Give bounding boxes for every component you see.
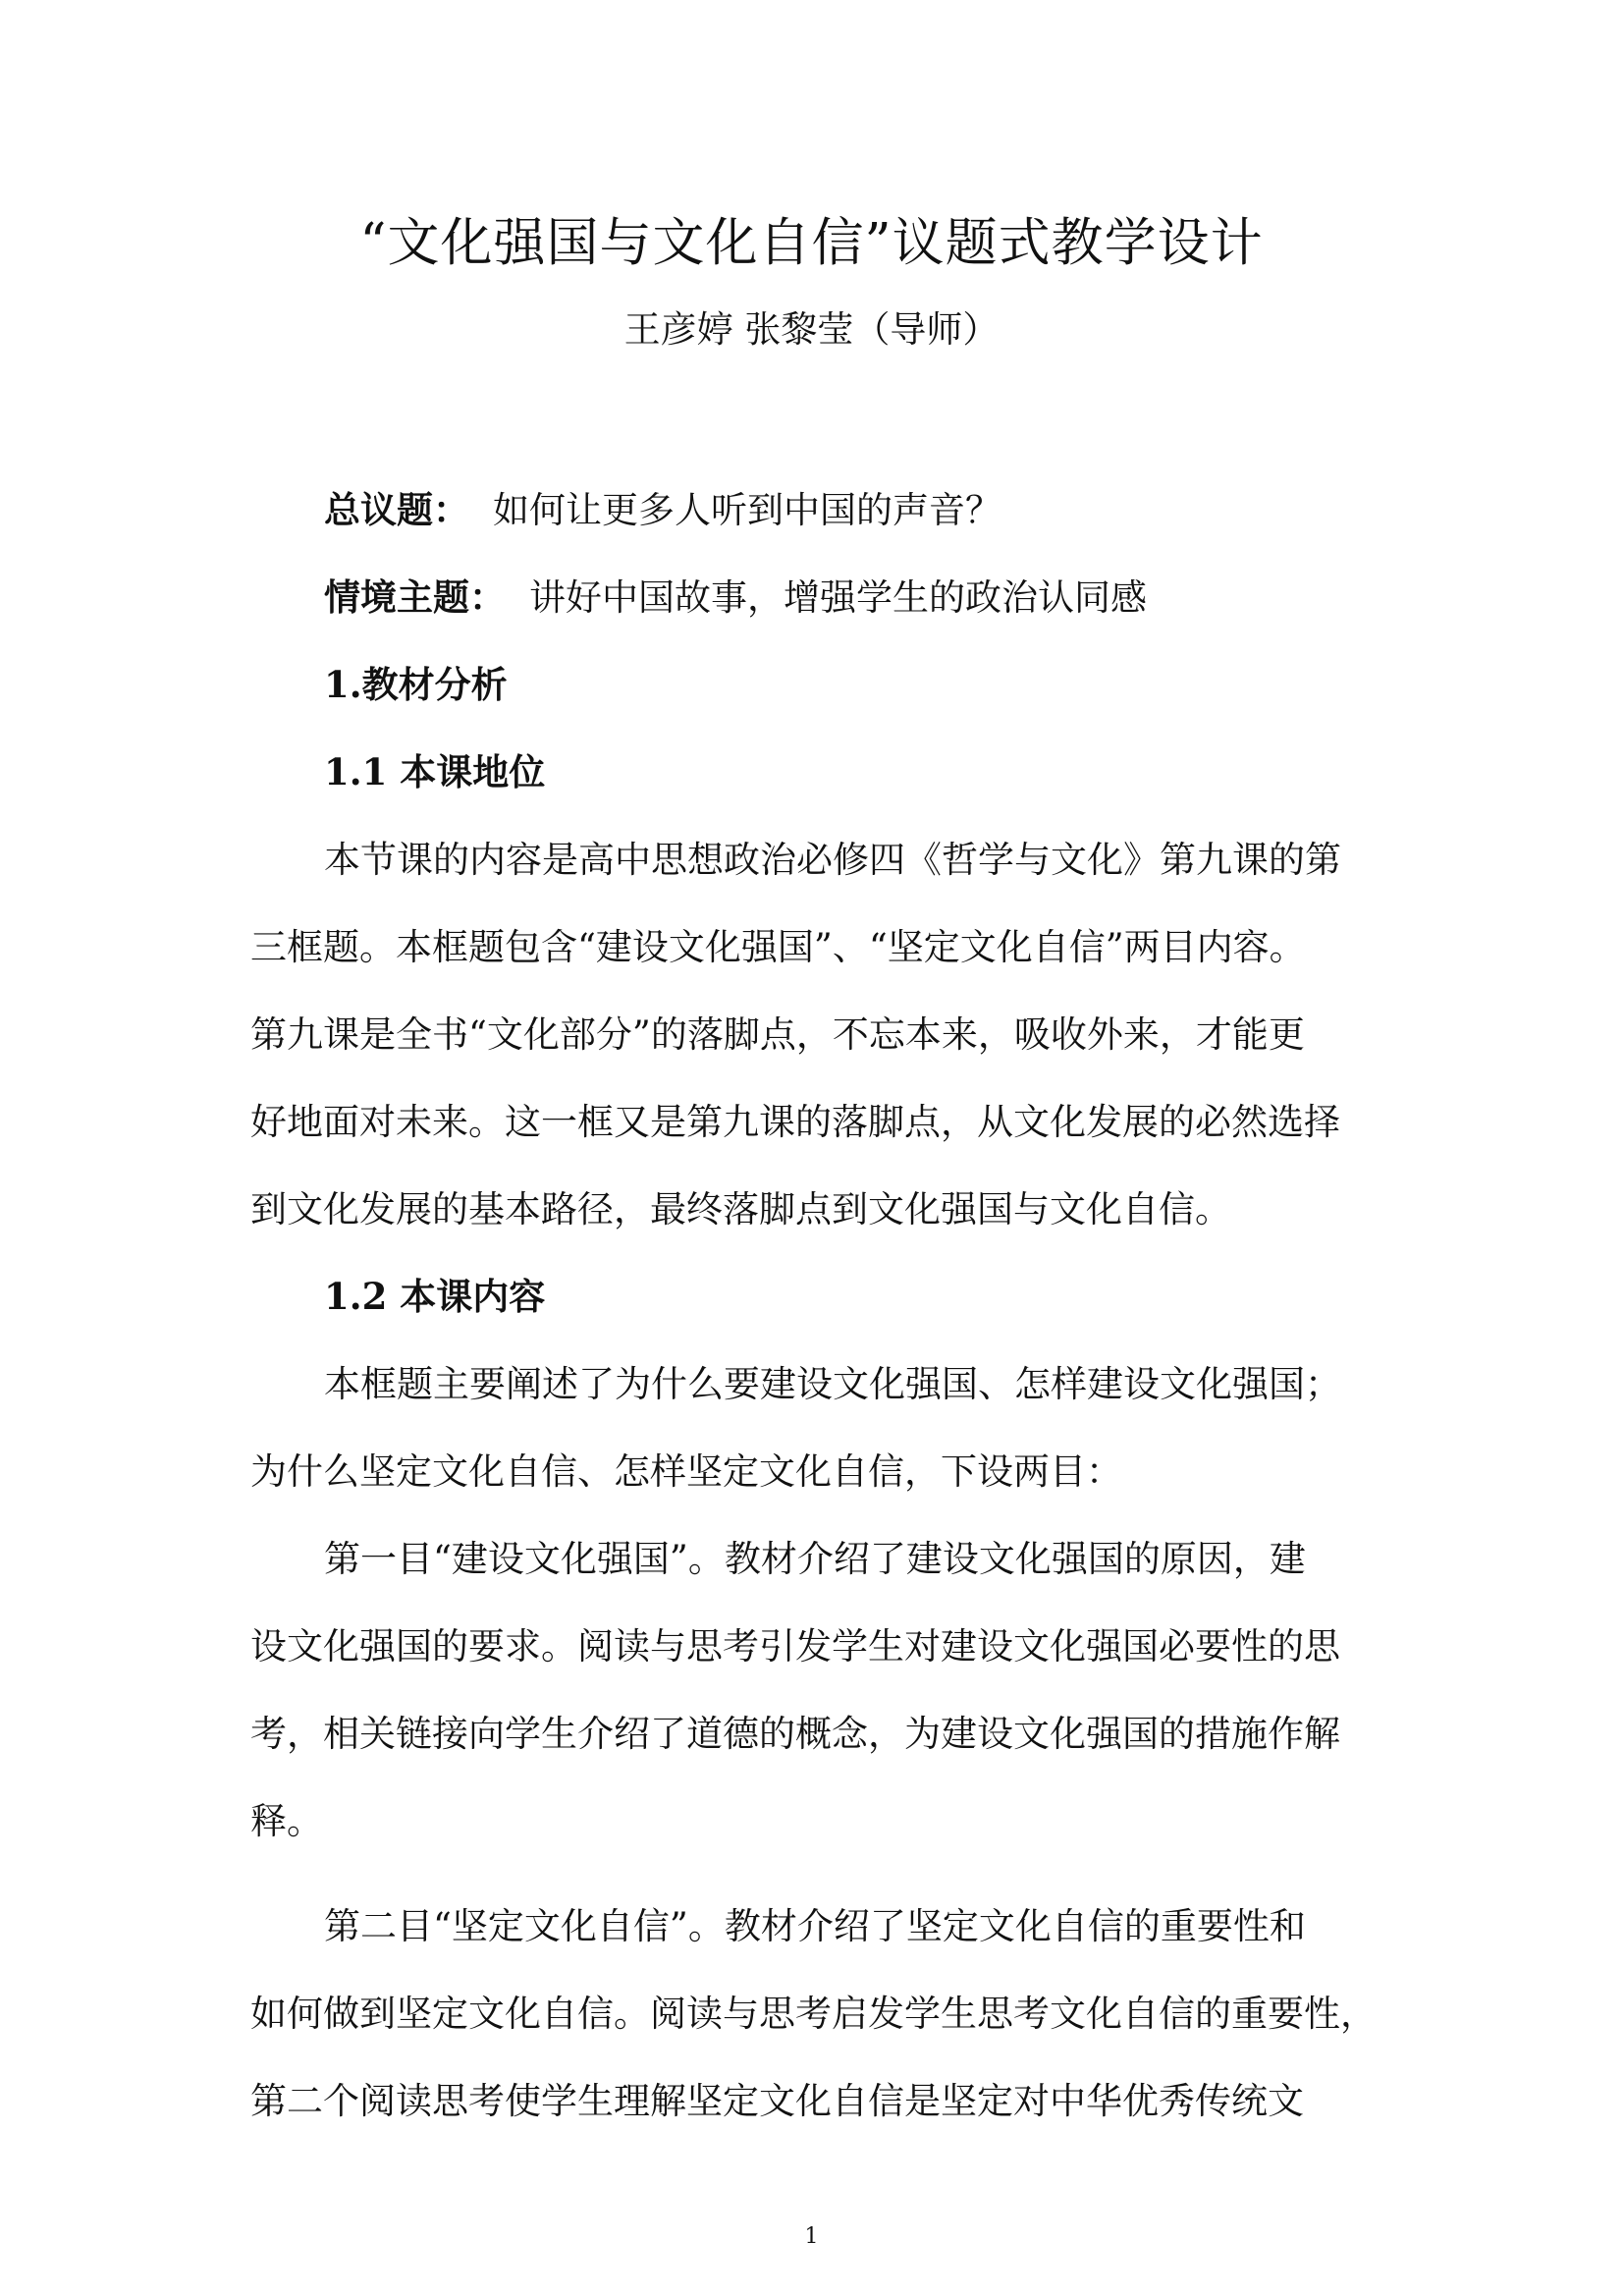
paragraph-line: 好地面对未来。这一框又是第九课的落脚点，从文化发展的必然选择 xyxy=(250,1101,1340,1143)
paragraph-line: 释。 xyxy=(250,1800,323,1842)
paragraph-line: 考，相关链接向学生介绍了道德的概念，为建设文化强国的措施作解 xyxy=(250,1713,1340,1755)
paragraph-course-position xyxy=(250,816,1389,1253)
paragraph-line: 本节课的内容是高中思想政治必修四《哲学与文化》第九课的第 xyxy=(324,839,1341,881)
paragraph-gap xyxy=(250,1865,1389,1883)
document-body xyxy=(250,466,1389,2145)
paragraph-line: 为什么坚定文化自信、怎样坚定文化自信，下设两目： xyxy=(250,1450,1122,1493)
paragraph-line: 第二个阅读思考使学生理解坚定文化自信是坚定对中华优秀传统文 xyxy=(250,2080,1304,2122)
context-line xyxy=(250,554,1389,641)
paragraph-line: 到文化发展的基本路径，最终落脚点到文化强国与文化自信。 xyxy=(250,1188,1231,1230)
context-label: 情境主题： xyxy=(324,575,506,619)
section-heading-1: 1.教材分析 xyxy=(324,663,508,706)
topic-line xyxy=(250,466,1389,554)
context-text: 讲好中国故事，增强学生的政治认同感 xyxy=(529,576,1147,619)
paragraph-course-content xyxy=(250,1340,1389,1515)
section-heading-1-2: 1.2 本课内容 xyxy=(324,1275,546,1318)
paragraph-line: 第一目“建设文化强国”。教材介绍了建设文化强国的原因，建 xyxy=(324,1538,1306,1580)
section-heading-1-1: 1.1 本课地位 xyxy=(324,750,546,793)
paragraph-line: 如何做到坚定文化自信。阅读与思考启发学生思考文化自信的重要性， xyxy=(250,1993,1377,2035)
paragraph-line: 三框题。本框题包含“建设文化强国”、“坚定文化自信”两目内容。 xyxy=(250,926,1306,968)
paragraph-line: 本框题主要阐述了为什么要建设文化强国、怎样建设文化强国； xyxy=(324,1363,1341,1405)
document-authors: 王彦婷 张黎莹（导师） xyxy=(623,308,1000,351)
topic-text: 如何让更多人听到中国的声音？ xyxy=(493,489,1001,531)
document-title: “文化强国与文化自信”议题式教学设计 xyxy=(359,213,1264,273)
paragraph-first-item xyxy=(250,1515,1389,1865)
paragraph-line: 第九课是全书“文化部分”的落脚点，不忘本来，吸收外来，才能更 xyxy=(250,1013,1305,1056)
page-number: 1 xyxy=(804,2224,819,2249)
paragraph-line: 设文化强国的要求。阅读与思考引发学生对建设文化强国必要性的思 xyxy=(250,1625,1340,1667)
topic-label: 总议题： xyxy=(324,488,469,531)
paragraph-second-item xyxy=(250,1883,1389,2145)
paragraph-line: 第二目“坚定文化自信”。教材介绍了坚定文化自信的重要性和 xyxy=(324,1905,1306,1947)
